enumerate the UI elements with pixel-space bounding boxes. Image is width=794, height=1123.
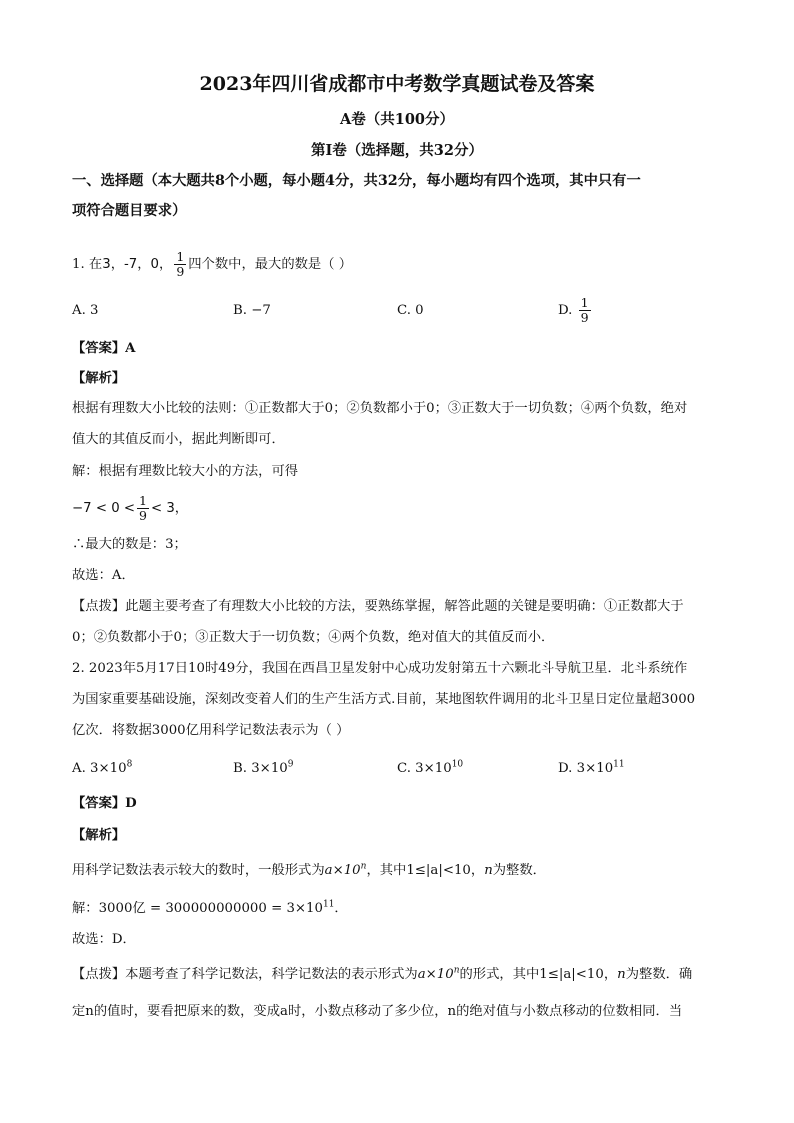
option-b-exponent: 9 (287, 759, 294, 770)
q2-option-d (558, 759, 625, 779)
fraction-numerator: 1 (580, 295, 589, 310)
q1-analysis-label: 【解析】 (72, 371, 126, 386)
q2-option-c (397, 759, 463, 779)
q1-number-neg7: -7 (123, 257, 138, 272)
fraction-denominator: 9 (139, 508, 147, 523)
page-title: 2023年四川省成都市中考数学真题试卷及答案 (199, 73, 595, 95)
q2-solve-line (72, 899, 722, 919)
question-2-line3: 亿次．将数据3000亿用科学记数法表示为（ ） (72, 723, 350, 738)
q1-solve-line: 解：根据有理数比较大小的方法，可得 (72, 464, 299, 479)
section-i-heading: 第Ⅰ卷（选择题，共32分） (311, 142, 483, 159)
q1-sep: ， (110, 257, 124, 272)
question-2-line2: 为国家重要基础设施，深刻改变着人们的生产生活方式.目前，某地图软件调用的北斗卫星日定位量超3000 (72, 692, 696, 707)
analysis-text: ，其中1≤|a|<10， (366, 863, 485, 878)
section-a-heading: A卷（共100分） (339, 111, 455, 128)
fraction-denominator: 9 (176, 264, 185, 279)
fraction-denominator: 9 (580, 310, 589, 325)
comment-text: 【点拨】本题考查了科学记数法，科学记数法的表示形式为 (72, 967, 418, 982)
inequality-left: −7 < 0 < (72, 501, 136, 516)
q1-analysis-line1: 根据有理数大小比较的法则：①正数都大于0；②负数都小于0；③正数大于一切负数；④两个负数，绝对 (72, 401, 688, 416)
q1-number-3: 3 (102, 257, 111, 272)
q1-fraction (174, 250, 186, 279)
analysis-formula: a×10 (324, 863, 361, 878)
q1-answer: 【答案】A (72, 341, 136, 356)
comment-text: 为整数．确 (625, 967, 693, 982)
q1-option-c: C. 0 (397, 303, 424, 318)
option-c-text: C. 3×10 (397, 761, 452, 776)
q1-sep: ， (159, 257, 173, 272)
option-a-text: A. 3×10 (72, 761, 127, 776)
q2-option-b (233, 759, 293, 779)
option-d-text: D. 3×10 (558, 761, 614, 776)
q1-suffix: 四个数中，最大的数是（ ） (188, 257, 353, 272)
part1-instructions-line1: 一、选择题（本大题共8个小题，每小题4分，共32分，每小题均有四个选项，其中只有一 (72, 173, 641, 189)
q1-option-d (558, 292, 593, 330)
comment-text: 的形式，其中1≤|a|<10， (459, 967, 618, 982)
inequality-right: < 3， (150, 501, 189, 516)
option-a-exponent: 8 (126, 759, 133, 770)
question-2-line1: 2. 2023年5月17日10时49分，我国在西昌卫星发射中心成功发射第五十六颗北斗导航卫星．北斗系统作 (72, 661, 688, 676)
q2-comment-line2: 定n的值时，要看把原来的数，变成a时，小数点移动了多少位，n的绝对值与小数点移动的位数相同．当 (72, 1004, 683, 1019)
analysis-text: 用科学记数法表示较大的数时，一般形式为 (72, 863, 325, 878)
q1-comment-line2: 0；②负数都小于0；③正数大于一切负数；④两个负数，绝对值大的其值反而小． (72, 630, 555, 645)
analysis-formula-exponent: n (360, 861, 367, 872)
option-d-exponent: 11 (613, 759, 625, 770)
option-b-text: B. 3×10 (233, 761, 288, 776)
q2-analysis-line (72, 861, 722, 881)
option-c-exponent: 10 (451, 759, 464, 770)
q1-choose: 故选：A． (72, 568, 135, 583)
q1-option-b: B. −7 (233, 303, 271, 318)
q2-choose: 故选：D． (72, 932, 136, 947)
q2-option-a (72, 759, 132, 779)
part1-instructions-line2: 项符合题目要求） (72, 203, 187, 219)
comment-formula: a×10 (417, 967, 454, 982)
fraction-numerator: 1 (176, 249, 185, 264)
q2-analysis-label: 【解析】 (72, 828, 126, 843)
question-1-stem (72, 245, 722, 285)
q1-max-line: ∴最大的数是：3； (72, 537, 187, 552)
comment-formula-exponent: n (453, 965, 460, 976)
fraction-numerator: 1 (139, 493, 147, 508)
q1-prefix: 1. 在 (72, 257, 103, 272)
solve-exponent: 11 (322, 899, 335, 910)
q1-analysis-line2: 值大的其值反而小，据此判断即可． (72, 432, 285, 447)
q2-comment-line1 (72, 965, 722, 985)
q1-option-a: A. 3 (72, 303, 99, 318)
solve-text: 解：3000亿 = 300000000000 = 3×10 (72, 901, 323, 916)
q1-number-0: 0 (150, 257, 160, 272)
q1-sep: ， (137, 257, 151, 272)
q1-inequality (72, 489, 722, 529)
q1-option-d-fraction (579, 296, 591, 325)
solve-end: ． (334, 901, 348, 916)
analysis-text: 为整数． (492, 863, 546, 878)
analysis-variable: n (484, 863, 493, 878)
q2-answer: 【答案】D (72, 796, 137, 811)
option-d-label: D. (558, 303, 573, 318)
comment-variable: n (617, 967, 626, 982)
q1-comment-line1: 【点拨】此题主要考查了有理数大小比较的方法，要熟练掌握，解答此题的关键是要明确：①正数都大于 (72, 599, 684, 614)
inequality-fraction (137, 494, 149, 523)
